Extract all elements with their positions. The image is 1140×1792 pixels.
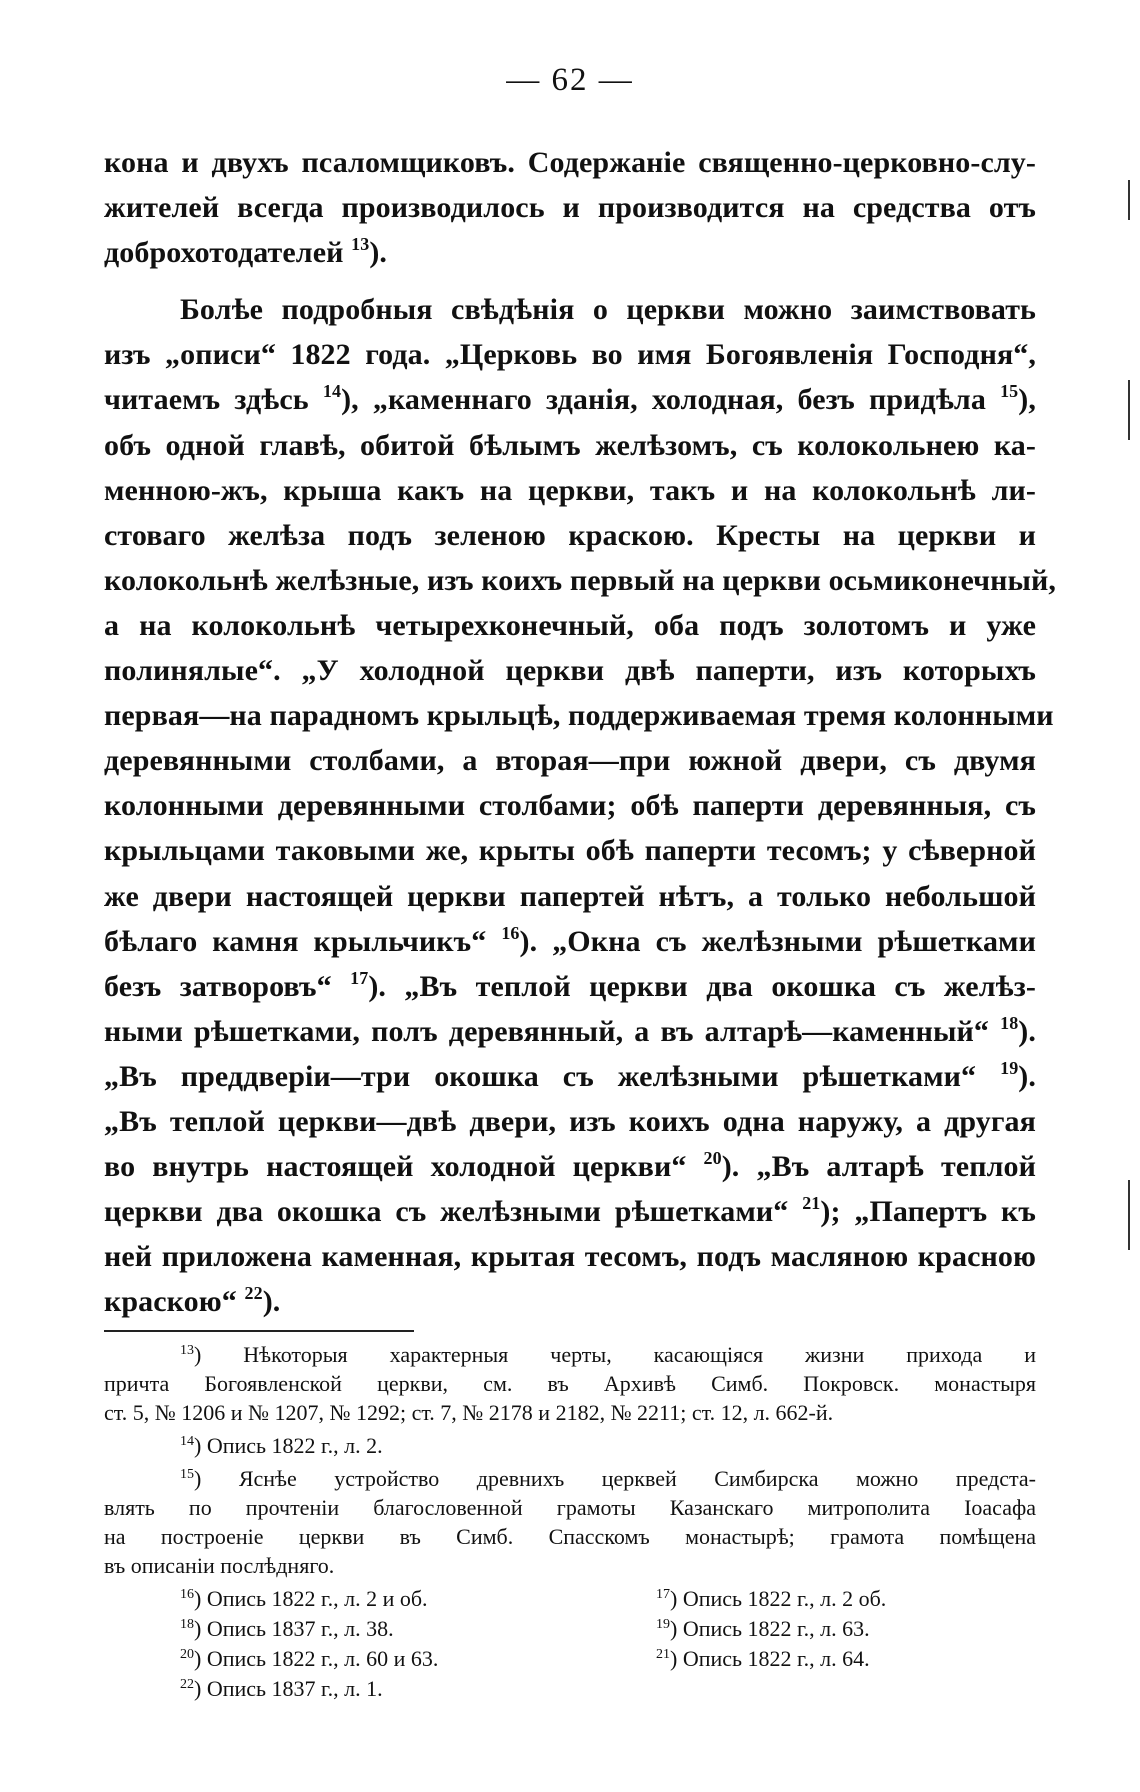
text-segment: первая—на парадномъ крыльцѣ, поддерживаемая тремя колонными [104,699,1054,733]
footnote-line [104,1369,1036,1398]
text-segment: читаемъ здѣсь [104,383,323,417]
text-segment: ). [369,236,388,270]
text-segment: а на колокольнѣ четырехконечный, оба подъ золотомъ и уже [104,608,1036,642]
footnote-number: 17 [656,1587,670,1602]
footnote-text: ст. 5, № 1206 и № 1207, № 1292; ст. 7, № 2178 и 2182, № 2211; ст. 12, л. 662-й. [104,1400,834,1425]
footnote-text: ) Опись 1822 г., л. 2 и об. [194,1586,428,1611]
footnote-entry [656,1614,1036,1644]
footnote-number: 22 [180,1677,194,1692]
footnote-row [104,1644,1036,1674]
text-segment: церкви два окошка съ желѣзными рѣшетками“ [104,1195,803,1229]
text-line [104,423,1036,468]
text-line [104,1144,1036,1189]
footnote-text: въ описаніи послѣдняго. [104,1553,335,1578]
footnote-ref: 22 [244,1283,263,1304]
footnote-ref: 20 [703,1148,722,1169]
text-segment: колонными деревянными столбами; обѣ паперти деревянныя, съ [104,789,1036,823]
footnote-row [104,1674,1036,1704]
footnote-number: 15 [180,1467,194,1482]
text-segment: Болѣе подробныя свѣдѣнія о церкви можно заимствовать [180,293,1036,327]
text-line [104,1234,1036,1279]
text-line [104,332,1036,377]
text-segment: „Въ теплой церкви—двѣ двери, изъ коихъ одна наружу, а другая [104,1104,1036,1138]
text-line [104,1279,1036,1324]
footnote-number: 19 [656,1617,670,1632]
text-segment: кона и двухъ псаломщиковъ. Содержаніе священно-церковно-слу- [104,146,1036,179]
footnote-number: 18 [180,1617,194,1632]
footnote-line [104,1431,1036,1460]
text-line [104,874,1036,919]
text-line [104,287,1036,332]
text-segment: ). „Въ теплой церкви два окошка съ желѣз- [368,969,1036,1003]
text-line [104,1054,1036,1099]
text-line [104,828,1036,873]
main-text [104,140,1057,1324]
footnote-entry [104,1584,656,1614]
footnote-separator [104,1330,414,1332]
footnote-text: ) Нѣкоторыя характерныя черты, касающіяся жизни прихода и [194,1342,1036,1367]
footnote-ref: 18 [1000,1012,1019,1033]
footnote-ref: 17 [350,967,369,988]
footnote-text: ) Опись 1822 г., л. 2 об. [670,1586,887,1611]
scan-edge-mark [1128,1180,1130,1250]
text-line [104,1099,1036,1144]
text-segment: ), „каменнаго зданія, холодная, безъ придѣла [341,383,1001,417]
footnote-text: ) Опись 1822 г., л. 63. [670,1616,870,1641]
text-segment: ), [1018,383,1036,417]
text-segment: жителей всегда производилось и производится на средства отъ [104,191,1036,225]
text-segment: крыльцами таковыми же, крыты обѣ паперти тесомъ; у сѣверной [104,834,1036,868]
text-line [104,603,1036,648]
text-line [104,230,1036,275]
footnote-entry [104,1614,656,1644]
text-line [104,185,1036,230]
text-line [104,513,1036,558]
footnote-entry [104,1674,656,1704]
text-line [104,964,1036,1009]
text-segment: ). [262,1285,281,1319]
footnote-text: на построеніе церкви въ Симб. Спасскомъ монастырѣ; грамота помѣщена [104,1524,1036,1549]
text-line [104,377,1036,422]
text-segment: ). [1018,1014,1036,1048]
text-segment: доброхотодателей [104,236,352,270]
text-line [104,140,1036,185]
text-segment: же двери настоящей церкви папертей нѣтъ, а только небольшой [104,879,1036,913]
footnote-line [104,1398,1036,1427]
footnote-row [104,1584,1036,1614]
text-segment: полинялые“. „У холодной церкви двѣ паперти, изъ которыхъ [104,654,1036,688]
text-segment: объ одной главѣ, обитой бѣлымъ желѣзомъ, съ колокольнею ка- [104,428,1036,462]
footnote-line [104,1340,1036,1369]
footnote-ref: 19 [1000,1057,1019,1078]
footnote-number: 13 [180,1343,194,1358]
footnote-row [104,1614,1036,1644]
footnote-text: причта Богоявленской церкви, см. въ Архивѣ Симб. Покровск. монастыря [104,1371,1036,1396]
footnote-line [104,1551,1036,1580]
scan-edge-mark [1128,380,1130,440]
text-line [104,693,1054,738]
text-segment: ). [1018,1059,1036,1093]
footnote-line [104,1464,1036,1493]
text-segment: менною-жъ, крыша какъ на церкви, такъ и на колокольнѣ ли- [104,473,1036,507]
text-segment: ными рѣшетками, полъ деревянный, а въ алтарѣ—каменный“ [104,1014,1001,1048]
paragraph-gap [104,275,1036,287]
text-line [104,468,1036,513]
text-segment: ней приложена каменная, крытая тесомъ, подъ масляною красною [104,1240,1036,1274]
text-line [104,738,1036,783]
footnote-entry [104,1644,656,1674]
text-segment: ); „Папертъ къ [820,1195,1036,1229]
footnote-ref: 15 [1000,381,1019,402]
text-segment: во внутрь настоящей холодной церкви“ [104,1150,704,1184]
footnote-ref: 16 [501,922,520,943]
footnote-text: ) Опись 1822 г., л. 64. [670,1646,870,1671]
text-segment: безъ затворовъ“ [104,969,351,1003]
footnote-entry [656,1644,1036,1674]
footnote-text: ) Опись 1837 г., л. 1. [194,1676,383,1701]
text-line [104,558,1057,603]
text-line [104,1189,1036,1234]
text-line [104,783,1036,828]
footnote-ref: 21 [802,1193,821,1214]
text-segment: ). „Въ алтарѣ теплой [721,1150,1036,1184]
text-line [104,1009,1036,1054]
footnotes [104,1340,1036,1704]
footnote-text: влять по прочтеніи благословенной грамоты Казанскаго митрополита Іоасафа [104,1495,1036,1520]
footnote-number: 21 [656,1647,670,1662]
footnote-text: ) Опись 1837 г., л. 38. [194,1616,394,1641]
footnote-text: ) Яснѣе устройство древнихъ церквей Симбирска можно предста- [194,1466,1036,1491]
text-line [104,919,1036,964]
footnote-line [104,1522,1036,1551]
text-segment: колокольнѣ желѣзные, изъ коихъ первый на церкви осьмиконечный, [104,563,1057,597]
text-line [104,648,1036,693]
text-segment: деревянными столбами, а вторая—при южной двери, съ двумя [104,744,1036,778]
footnote-entry [656,1584,1036,1614]
text-segment: краскою“ [104,1285,245,1319]
text-segment: „Въ преддверіи—три окошка съ желѣзными рѣшетками“ [104,1059,1001,1093]
text-segment: ). „Окна съ желѣзными рѣшетками [519,924,1036,958]
page-number: — 62 — [506,62,634,98]
footnote-line [104,1493,1036,1522]
footnote-number: 16 [180,1587,194,1602]
footnote-ref: 13 [351,234,370,255]
footnote-number: 20 [180,1647,194,1662]
footnote-text: ) Опись 1822 г., л. 2. [194,1433,383,1458]
text-segment: изъ „описи“ 1822 года. „Церковь во имя Богоявленія Господня“, [104,338,1036,372]
scan-edge-mark [1128,180,1130,220]
text-segment: стоваго желѣза подъ зеленою краскою. Кресты на церкви и [104,518,1036,552]
footnote-number: 14 [180,1434,194,1449]
footnote-ref: 14 [322,381,342,402]
footnote-text: ) Опись 1822 г., л. 60 и 63. [194,1646,439,1671]
text-segment: бѣлаго камня крыльчикъ“ [104,924,502,958]
